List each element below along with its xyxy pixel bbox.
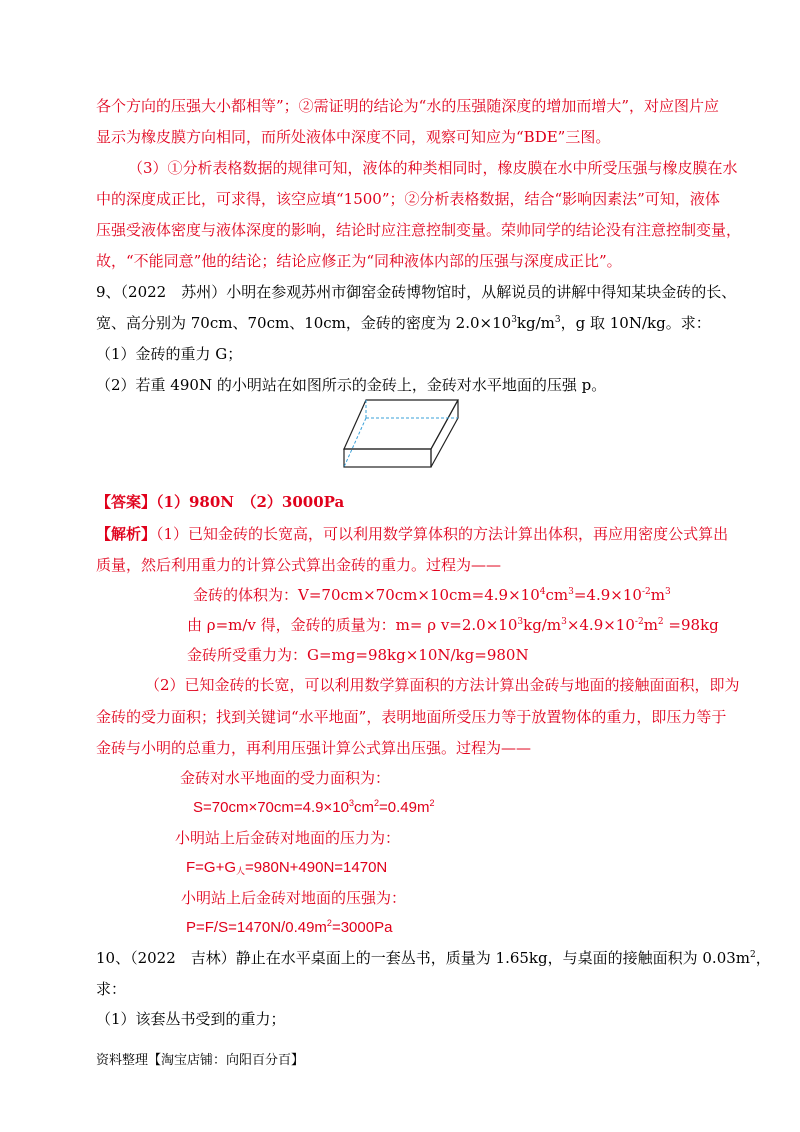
analysis-line: 金砖的受力面积；找到关键词“水平地面”，表明地面所受压力等于放置物体的重力，即压力等于 [96, 708, 727, 726]
analysis-line: 【解析】（1）已知金砖的长宽高，可以利用数学算体积的方法计算出体积，再应用密度公式算出 [96, 525, 729, 543]
mass-formula: 由 ρ=m/v 得，金砖的质量为：m= ρ $v=2.0\times 10^3kg/m^3\times 4.9\times 10^{-2}m^2 =98kg$ [187, 616, 719, 634]
force-label: 小明站上后金砖对地面的压力为： [175, 829, 401, 847]
analysis-line: 故，“不能同意”他的结论；结论应修正为“同种液体内部的压强与深度成正比”。 [96, 252, 622, 270]
pressure-label: 小明站上后金砖对地面的压强为： [181, 889, 407, 907]
question-9-stem: 宽、高分别为 70cm、70cm、10cm，金砖的密度为 $2.0\times 10^3kg/m^3$，g 取 10N/kg。求： [96, 314, 711, 332]
analysis-line: （2）已知金砖的长宽，可以利用数学算面积的方法计算出金砖与地面的接触面面积，即为 [145, 676, 740, 694]
analysis-line: 金砖与小明的总重力，再利用压强计算公式算出压强。过程为—— [96, 739, 532, 757]
question-10-stem: 求： [96, 980, 127, 998]
pressure-formula: $P=F/S=1470N/0.49m^2=3000Pa$ [186, 918, 393, 936]
question-10-stem: 10、（2022 吉林）静止在水平桌面上的一套丛书，质量为 1.65kg，与桌面的接触面积为 $0.03m^2$， [96, 949, 771, 967]
question-9-stem: 9、（2022 苏州）小明在参观苏州市御窑金砖博物馆时，从解说员的讲解中得知某块金砖的长、 [96, 283, 737, 301]
analysis-line: 压强受液体密度与液体深度的影响，结论时应注意控制变量。荣帅同学的结论没有注意控制变量， [96, 221, 742, 239]
brick-side-face [431, 400, 458, 467]
gold-brick-figure [339, 398, 465, 470]
question-10-part-1: （1）该套丛书受到的重力； [96, 1010, 286, 1028]
volume-formula: 金砖的体积为：$V=70cm\times 70cm\times 10cm=4.9\times 10^4cm^3=4.9\times 10^{-2}m^3$ [193, 586, 671, 604]
area-label: 金砖对水平地面的受力面积为： [180, 769, 391, 787]
analysis-line: 质量，然后利用重力的计算公式算出金砖的重力。过程为—— [96, 556, 502, 574]
gravity-formula: 金砖所受重力为：G=mg=98kg×10N/kg=980N [187, 646, 529, 664]
analysis-line: （3）①分析表格数据的规律可知，液体的种类相同时，橡皮膜在水中所受压强与橡皮膜在水 [128, 159, 738, 177]
question-9-part-1: （1）金砖的重力 G； [96, 345, 243, 363]
footer-source: 资料整理【淘宝店铺：向阳百分百】 [96, 1053, 305, 1068]
analysis-line: 各个方向的压强大小都相等”；②需证明的结论为“水的压强随深度的增加而增大”，对应图片应 [96, 97, 720, 115]
brick-top-face [344, 400, 458, 449]
area-formula: $S=70cm\times 70cm=4.9\times 10^3cm^2=0.49m^2$ [193, 798, 435, 816]
question-9-part-2: （2）若重 490N 的小明站在如图所示的金砖上，金砖对水平地面的压强 p。 [96, 376, 607, 394]
analysis-line: 中的深度成正比，可求得，该空应填“1500”；②分析表格数据，结合“影响因素法”可知，液体 [96, 190, 720, 208]
answer-value: （1）980N （2）3000Pa [156, 493, 345, 511]
answer-tag: 【答案】 [96, 493, 157, 511]
brick-front-face [344, 449, 431, 467]
force-formula: $F=G+G_人=980N+490N=1470N$ [186, 859, 388, 876]
analysis-line: 显示为橡皮膜方向相同，而所处液体中深度不同，观察可知应为“BDE”三图。 [96, 128, 611, 146]
answer-line [96, 492, 344, 512]
analysis-tag: 【解析】 [96, 525, 157, 543]
